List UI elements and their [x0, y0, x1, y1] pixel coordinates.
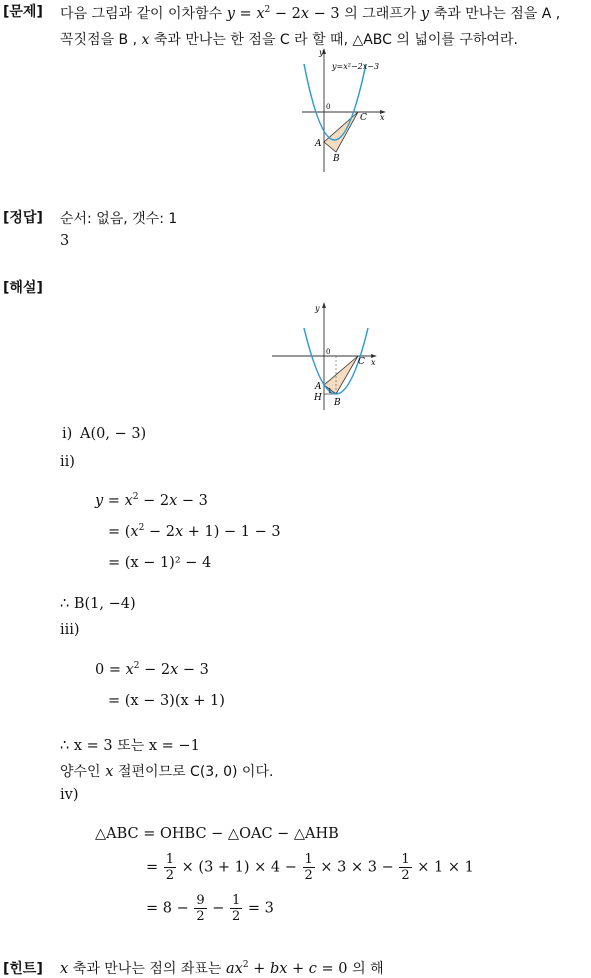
hint-text: x 축과 만나는 점의 좌표는 $ax^2$ + bx + c = 0 의 해: [60, 960, 384, 977]
problem-x-label: x: [380, 113, 385, 122]
answer-label: [정답]: [3, 210, 43, 226]
solution-x-label: x: [371, 358, 376, 367]
problem-graph: [300, 46, 395, 174]
problem-equation: $y = x^2 - 2x - 3$: [226, 5, 340, 22]
solution-point-c: C: [358, 357, 365, 367]
x-values: ∴ x = 3 또는 x = −1: [60, 738, 200, 754]
problem-point-c: C: [360, 113, 367, 123]
therefore-b: ∴ B(1, −4): [60, 596, 136, 612]
problem-point-a: A: [315, 139, 322, 149]
hint-equation: $ax^2$ + bx + c = 0: [226, 960, 348, 977]
solution-y-label: y: [315, 304, 320, 313]
problem-parabola: [304, 64, 366, 140]
solution-origin-label: 0: [326, 348, 331, 356]
problem-line-1: 다음 그림과 같이 이차함수 $y = x^2 - 2x - 3$ 의 그래프가 y 축과 만나는 점을 A ,: [60, 5, 561, 22]
solution-one-label: 1: [328, 388, 332, 395]
problem-triangle: [324, 112, 358, 152]
step1-num: ⅰ): [62, 426, 73, 442]
solution-graph: [270, 298, 385, 413]
step4-num: ⅳ): [60, 787, 79, 803]
solution-point-a: A: [315, 382, 322, 392]
area-line-1: △ABC = OHBC − △OAC − △AHB: [95, 826, 339, 842]
solution-point-b: B: [334, 398, 341, 408]
problem-line-2: 꼭짓점을 B , x 축과 만나는 한 점을 C 라 할 때, △ABC 의 넓이를 구하여라.: [60, 32, 518, 48]
problem-origin-label: 0: [326, 103, 331, 111]
area-line-3: = 8 − $\frac{9}{2}$ − $\frac{1}{2}$ = 3: [146, 893, 274, 924]
step1-text: A(0, − 3): [80, 426, 147, 442]
solution-label: [해설]: [3, 280, 43, 296]
hint-label: [힌트]: [3, 961, 43, 977]
answer-value: 3: [60, 233, 70, 249]
step3-eq1: $0 = x^2 - 2x - 3$: [95, 661, 209, 678]
problem-func-label: y=x²−2x−3: [332, 62, 380, 71]
answer-meta: 순서: 없음, 갯수: 1: [60, 211, 178, 227]
solution-point-h: H: [314, 393, 322, 403]
problem-point-b: B: [333, 154, 340, 164]
step3-num: ⅲ): [60, 622, 80, 638]
step2-eq2: = $(x^2 - 2x + 1) - 1 - 3$: [108, 523, 281, 540]
positive-intercept: 양수인 x 절편이므로 C(3, 0) 이다.: [60, 764, 274, 780]
area-line-2: = $\frac{1}{2}$ × (3 + 1) × 4 − $\frac{1}{2}$ × 3 × 3 − $\frac{1}{2}$ × 1 × 1: [146, 852, 474, 883]
problem-label: [문제]: [3, 4, 43, 20]
step2-eq1: $y = x^2 - 2x - 3$: [95, 492, 208, 509]
problem-y-label: y: [319, 48, 324, 57]
step2-num: ⅱ): [60, 454, 75, 470]
step2-eq3: = (x − 1)² − 4: [108, 555, 212, 571]
step3-eq2: = (x − 3)(x + 1): [108, 693, 225, 709]
